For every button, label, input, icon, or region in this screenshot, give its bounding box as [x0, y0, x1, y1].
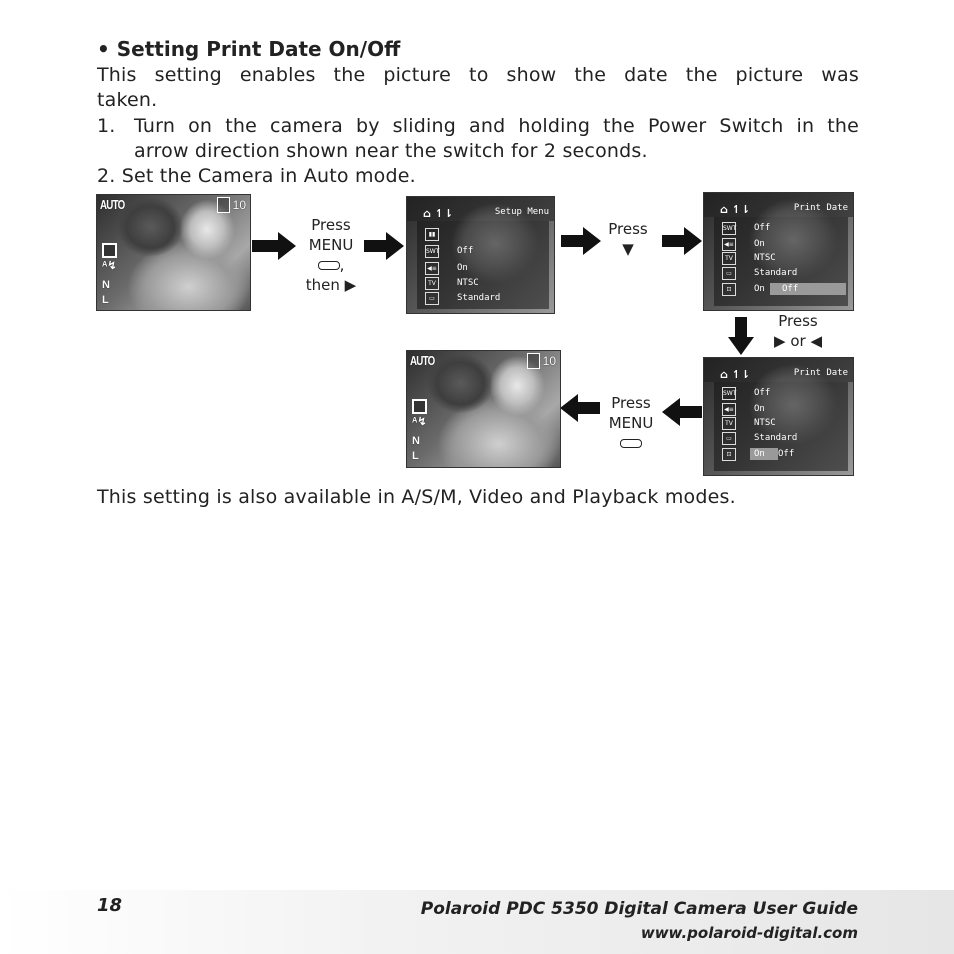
press-text: Press — [608, 220, 648, 238]
tv-output-icon: TV — [722, 252, 736, 265]
menu-row-value: NTSC — [457, 278, 479, 288]
press-down-label — [600, 219, 656, 259]
press-menu-label — [600, 393, 662, 453]
section-heading: • Setting Print Date On/Off — [97, 37, 401, 61]
availability-note: This setting is also available in A/S/M, Video and Playback modes. — [97, 486, 736, 508]
quality-icon: N — [102, 279, 110, 291]
right-arrow-icon — [252, 232, 296, 260]
left-arrow-icon — [662, 398, 702, 426]
right-arrow-icon — [561, 227, 601, 255]
option-on: On — [754, 449, 765, 459]
menu-row-value: On — [754, 239, 765, 249]
menu-row — [714, 266, 848, 280]
step1-text-line2: arrow direction shown near the switch for 2 seconds. — [134, 140, 648, 162]
menu-row — [714, 221, 848, 235]
menu-panel — [714, 382, 848, 471]
menu-row — [714, 416, 848, 430]
menu-text: MENU — [608, 414, 654, 432]
option-on: On — [754, 284, 765, 294]
press-text: Press — [611, 394, 651, 412]
camera-screen-setup-menu — [406, 196, 555, 314]
camera-screen-auto-result — [406, 350, 561, 468]
menu-row-value: On — [754, 404, 765, 414]
option-off: Off — [782, 284, 799, 294]
sound-switch-icon: SWT — [722, 222, 736, 235]
folder-icon: ▭ — [722, 267, 736, 280]
menu-row — [714, 237, 848, 251]
setup-tab-icon: ⌂ ↿⇂ — [720, 368, 751, 381]
down-triangle-icon: ▼ — [622, 240, 634, 258]
image-size-icon — [412, 399, 427, 414]
step2-text: 2. Set the Camera in Auto mode. — [97, 165, 416, 187]
menu-row-value: On — [457, 263, 468, 273]
menu-row-value: NTSC — [754, 418, 776, 428]
camera-screen-auto — [96, 194, 251, 311]
menu-button-icon — [318, 261, 340, 270]
menu-panel — [417, 221, 549, 309]
press-text: Press — [311, 216, 351, 234]
menu-title: Setup Menu — [494, 207, 549, 217]
speaker-icon: ◀≡ — [425, 262, 439, 275]
menu-row — [417, 261, 549, 275]
menu-row-value: NTSC — [754, 253, 776, 263]
intro-text-line1: This setting enables the picture to show the date the picture was — [97, 64, 859, 86]
right-triangle-icon: ▶ — [344, 276, 357, 294]
menu-row — [714, 431, 848, 445]
menu-row — [714, 402, 848, 416]
right-triangle-icon: ▶ — [773, 332, 786, 350]
press-text: Press — [778, 312, 818, 330]
guide-title: Polaroid PDC 5350 Digital Camera User Guide — [420, 899, 858, 919]
shots-remaining: 10 — [232, 198, 246, 212]
menu-row — [417, 227, 549, 241]
setup-tab-icon: ⌂ ↿⇂ — [423, 207, 454, 220]
menu-row-value: Standard — [754, 433, 798, 443]
speaker-icon: ◀≡ — [722, 403, 736, 416]
menu-row-value: Standard — [457, 293, 501, 303]
left-triangle-icon: ◀ — [810, 332, 822, 350]
right-or-left-text: ▶ or ◀ — [773, 332, 822, 350]
option-off: Off — [778, 449, 795, 459]
menu-row-value: Off — [754, 223, 771, 233]
camera-screen-print-date-on — [703, 357, 854, 476]
menu-button-symbol — [600, 433, 662, 453]
menu-button-icon — [620, 439, 642, 448]
right-arrow-icon — [364, 232, 404, 260]
print-date-icon: ⊡ — [722, 283, 736, 296]
date-format-icon: ▮▮ — [425, 228, 439, 241]
memory-card-icon — [217, 197, 230, 213]
menu-row-print-date — [714, 282, 848, 296]
menu-row-print-date — [714, 447, 848, 461]
image-size-icon — [102, 243, 117, 258]
resolution-icon: L — [102, 294, 109, 306]
right-arrow-icon — [662, 227, 702, 255]
speaker-icon: ◀≡ — [722, 238, 736, 251]
tv-output-icon: TV — [722, 417, 736, 430]
down-arrow-icon — [728, 317, 754, 355]
folder-icon: ▭ — [722, 432, 736, 445]
flash-auto-icon: ᴬ↯ — [412, 416, 427, 428]
menu-row — [417, 291, 549, 305]
auto-mode-indicator: AUTO — [410, 353, 435, 368]
menu-title: Print Date — [793, 368, 848, 378]
menu-panel — [714, 217, 848, 306]
camera-screen-print-date-off — [703, 192, 854, 311]
sound-switch-icon: SWT — [722, 387, 736, 400]
step1-number: 1. — [97, 115, 116, 137]
menu-row-value: Off — [457, 246, 474, 256]
step1-text-line1: Turn on the camera by sliding and holding the Power Switch in the — [134, 115, 859, 137]
menu-row-value: Off — [754, 388, 771, 398]
setup-tab-icon: ⌂ ↿⇂ — [720, 203, 751, 216]
memory-card-icon — [527, 353, 540, 369]
then-right-text: then ▶ — [305, 276, 357, 294]
resolution-icon: L — [412, 450, 419, 462]
sound-switch-icon: SWT — [425, 245, 439, 258]
quality-icon: N — [412, 435, 420, 447]
shots-remaining: 10 — [542, 354, 556, 368]
tv-output-icon: TV — [425, 277, 439, 290]
website-url: www.polaroid-digital.com — [640, 924, 858, 942]
left-arrow-icon — [560, 394, 600, 422]
menu-row-value: Standard — [754, 268, 798, 278]
menu-row — [714, 386, 848, 400]
menu-row — [417, 276, 549, 290]
menu-button-symbol: , — [300, 255, 362, 275]
print-date-icon: ⊡ — [722, 448, 736, 461]
menu-row — [417, 244, 549, 258]
menu-row — [714, 251, 848, 265]
press-left-right-label — [766, 311, 830, 351]
flash-auto-icon: ᴬ↯ — [102, 260, 117, 272]
folder-icon: ▭ — [425, 292, 439, 305]
menu-text: MENU — [308, 236, 354, 254]
page-number: 18 — [97, 895, 123, 916]
menu-title: Print Date — [793, 203, 848, 213]
auto-mode-indicator: AUTO — [100, 197, 125, 212]
press-menu-then-right-label — [300, 215, 362, 295]
intro-text-line2: taken. — [97, 89, 158, 111]
